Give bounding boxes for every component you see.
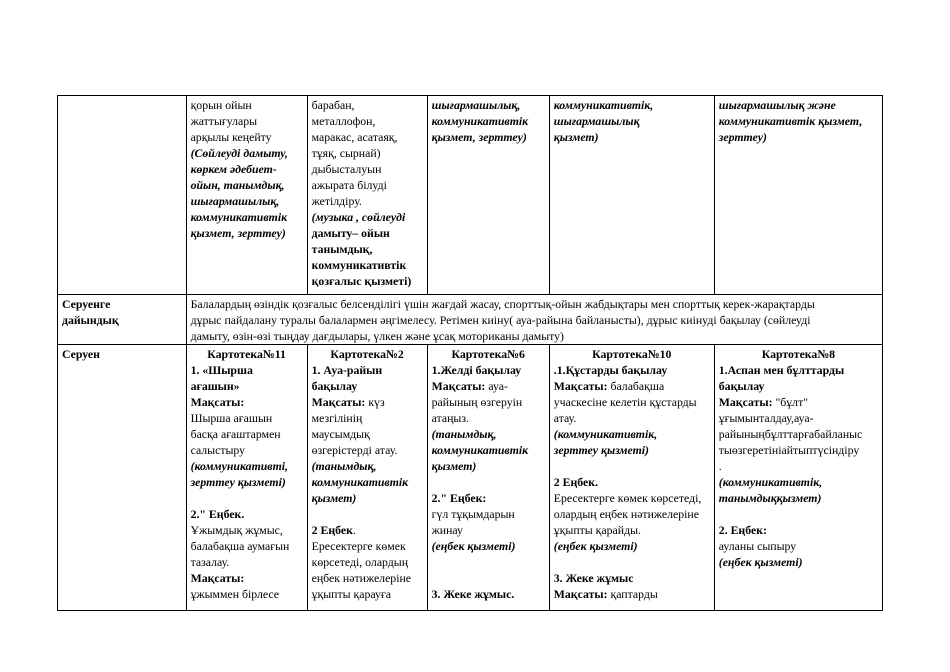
text-line: 1. «Шырша [190, 363, 253, 377]
text-line: жаттығулары [190, 114, 258, 128]
text-line: қызмет, зерттеу) [190, 226, 286, 240]
row-label-cell [58, 295, 187, 345]
text-line: (коммуникативтік, [718, 475, 823, 489]
plan-table [57, 95, 883, 611]
text-line: танымдыққызмет) [718, 491, 822, 505]
text-line: тұяқ, сырнай) [311, 146, 381, 160]
text-line: коммуникативтік [431, 443, 529, 457]
walk-cell-2 [307, 345, 427, 611]
text-line: 2." Еңбек: [431, 491, 487, 505]
text-line: (танымдық, [311, 459, 377, 473]
table-row [58, 96, 883, 295]
text-line: коммуникативтік [190, 210, 288, 224]
text-line: Ұжымдық жұмыс, [190, 523, 283, 537]
work-label: 2 Еңбек [311, 523, 353, 537]
text-line: жинау [431, 523, 463, 537]
text-line: көркем әдебиет- [190, 162, 277, 176]
text-line: Балалардың өзіндік қозғалыс белсенділігі үшін жағдай жасау, спорттық-ойын жабдықтары мен спорттық керек-жарақтарды [190, 297, 815, 311]
text-line: маусымдық [311, 427, 370, 441]
goal-label: Мақсаты: [553, 379, 608, 393]
text-line: дамыту, өзін-өзі тыңдау дағдылары, үлкен және ұсақ моториканы дамыту) [190, 329, 564, 343]
text-line: көрсетеді, олардың [311, 555, 409, 569]
text-line: ұғымынталдау,ауа- [718, 411, 814, 425]
text-line: дамыту– ойын [311, 226, 390, 240]
text-line: ағашын» [190, 379, 240, 393]
text-line: шығармашылық, [431, 98, 521, 112]
text-line: (танымдық, [431, 427, 497, 441]
text-line: (коммуникативтік, [553, 427, 658, 441]
text-line: ауланы сыпыру [718, 539, 797, 553]
text-line: Ересектерге көмек [311, 539, 406, 553]
text-line: арқылы кеңейту [190, 130, 272, 144]
card-heading: Картотека№2 [330, 347, 404, 361]
text-line: коммуникативтік [431, 114, 529, 128]
text-line [312, 522, 423, 538]
text-line: бақылау [311, 379, 358, 393]
text-line: қызмет) [431, 459, 477, 473]
text-line: еңбек нәтижелеріне [311, 571, 412, 585]
text-line: учаскесіне келетін құстарды [553, 395, 697, 409]
cell-activity-2 [307, 96, 427, 295]
text-line: шығармашылық және [718, 98, 836, 112]
text-line: 1.Желді бақылау [431, 363, 522, 377]
text-line [719, 394, 878, 410]
cell-activity-4 [549, 96, 714, 295]
text-line [554, 586, 710, 602]
text-line: бақылау [718, 379, 765, 393]
text-line: Мақсаты: [190, 395, 245, 409]
text-line: . [718, 459, 722, 473]
text-line: өзгерістерді атау. [311, 443, 398, 457]
text-line: Мақсаты: [190, 571, 245, 585]
text-line: 3. Жеке жұмыс. [431, 587, 515, 601]
text-line: зерттеу қызметі) [553, 443, 649, 457]
row-label: Серуенге [62, 297, 111, 311]
text-line: барабан, [311, 98, 355, 112]
text-line: дыбысталуын [311, 162, 382, 176]
card-heading: Картотека№11 [207, 347, 286, 361]
card-heading: Картотека№8 [761, 347, 836, 361]
walk-cell-1 [186, 345, 307, 611]
text-line: 2. Еңбек: [718, 523, 767, 537]
text-line: райыныңбұлттарғабайланыс [718, 427, 863, 441]
text-line: коммуникативтік қызмет, [718, 114, 863, 128]
cell-activity-3 [427, 96, 549, 295]
text-line: ұқыпты қарайды. [553, 523, 641, 537]
goal-label: Мақсаты: [431, 379, 486, 393]
card-heading: Картотека№6 [451, 347, 525, 361]
text-line: мезгілінің [311, 411, 363, 425]
goal-text: қаптарды [607, 587, 658, 601]
text-line: қызмет) [553, 130, 599, 144]
text-line: 3. Жеке жұмыс [553, 571, 634, 585]
row-label-cell [58, 96, 187, 295]
row-label-cell [58, 345, 187, 611]
text-line: гүл тұқымдарын [431, 507, 515, 521]
text-line: атаңыз. [431, 411, 469, 425]
text-line: қозғалыс қызметі) [311, 274, 412, 288]
text-line: (еңбек қызметі) [718, 555, 803, 569]
row-label: дайындық [62, 313, 119, 327]
text-line: жетілдіру. [311, 194, 362, 208]
text-line: танымдық, [311, 242, 373, 256]
text-line: ажырата білуді [311, 178, 387, 192]
text-line: шығармашылық [553, 114, 640, 128]
text-line: қызмет, зерттеу) [431, 130, 527, 144]
text-line: Ересектерге көмек көрсетеді, [553, 491, 702, 505]
text-line: салыстыру [190, 443, 246, 457]
text-line: қорын ойын [190, 98, 252, 112]
text-line: .1.Құстарды бақылау [553, 363, 668, 377]
text-line: (еңбек қызметі) [553, 539, 638, 553]
text-line: 2 Еңбек. [553, 475, 599, 489]
goal-text: күз [365, 395, 385, 409]
goal-label: Мақсаты: [311, 395, 366, 409]
goal-text: ауа- [485, 379, 508, 393]
text-line [554, 378, 710, 394]
text-line: 1. Ауа-райын [311, 363, 383, 377]
text-line: қызмет) [311, 491, 357, 505]
text-line: тазалау. [190, 555, 230, 569]
text-line: атау. [553, 411, 577, 425]
text-line: зерттеу қызметі) [190, 475, 286, 489]
goal-label: Мақсаты: [718, 395, 773, 409]
text-line: коммуникативтік, [553, 98, 654, 112]
text-line: ұжыммен бірлесе [190, 587, 280, 601]
text-line: дұрыс пайдалану туралы балалармен әңгімелесу. Ретімен киіну( ауа-райына байланысты), дұрыс киінуді бақылау (сөйлеуді [190, 313, 811, 327]
text-line: (музыка , сөйлеуді [311, 210, 406, 224]
row-label: Серуен [62, 347, 100, 361]
text-line: маракас, асатаяқ, [311, 130, 398, 144]
cell-activity-1 [186, 96, 307, 295]
goal-text: балабақша [607, 379, 665, 393]
text-line [432, 378, 545, 394]
goal-text: "бұлт" [772, 395, 809, 409]
text-line: зерттеу) [718, 130, 767, 144]
text-line: олардың еңбек нәтижелеріне [553, 507, 699, 521]
work-dot: . [352, 523, 356, 537]
walk-prep-cell [186, 295, 882, 345]
cell-activity-5 [714, 96, 882, 295]
text-line: тыөзгеретініайтыптүсіндіру [718, 443, 860, 457]
text-line: металлофон, [311, 114, 376, 128]
text-line: (Сөйлеуді дамыту, [190, 146, 288, 160]
walk-cell-4 [549, 345, 714, 611]
text-line: басқа ағаштармен [190, 427, 281, 441]
text-line: ойын, танымдық, [190, 178, 285, 192]
walk-cell-3 [427, 345, 549, 611]
text-line: (еңбек қызметі) [431, 539, 516, 553]
card-heading: Картотека№10 [592, 347, 672, 361]
text-line [312, 394, 423, 410]
text-line: 1.Аспан мен бұлттарды [718, 363, 845, 377]
text-line: 2." Еңбек. [190, 507, 245, 521]
table-row [58, 345, 883, 611]
text-line: коммуникативтік [311, 475, 409, 489]
text-line: ұқыпты қарауға [311, 587, 392, 601]
text-line: (коммуникативті, [190, 459, 288, 473]
text-line: Шырша ағашын [190, 411, 273, 425]
walk-cell-5 [714, 345, 882, 611]
text-line: балабақша аумағын [190, 539, 290, 553]
goal-label: Мақсаты: [553, 587, 608, 601]
text-line: райының өзгеруін [431, 395, 523, 409]
text-line: шығармашылық, [190, 194, 280, 208]
table-row [58, 295, 883, 345]
text-line: коммуникативтік [311, 258, 407, 272]
